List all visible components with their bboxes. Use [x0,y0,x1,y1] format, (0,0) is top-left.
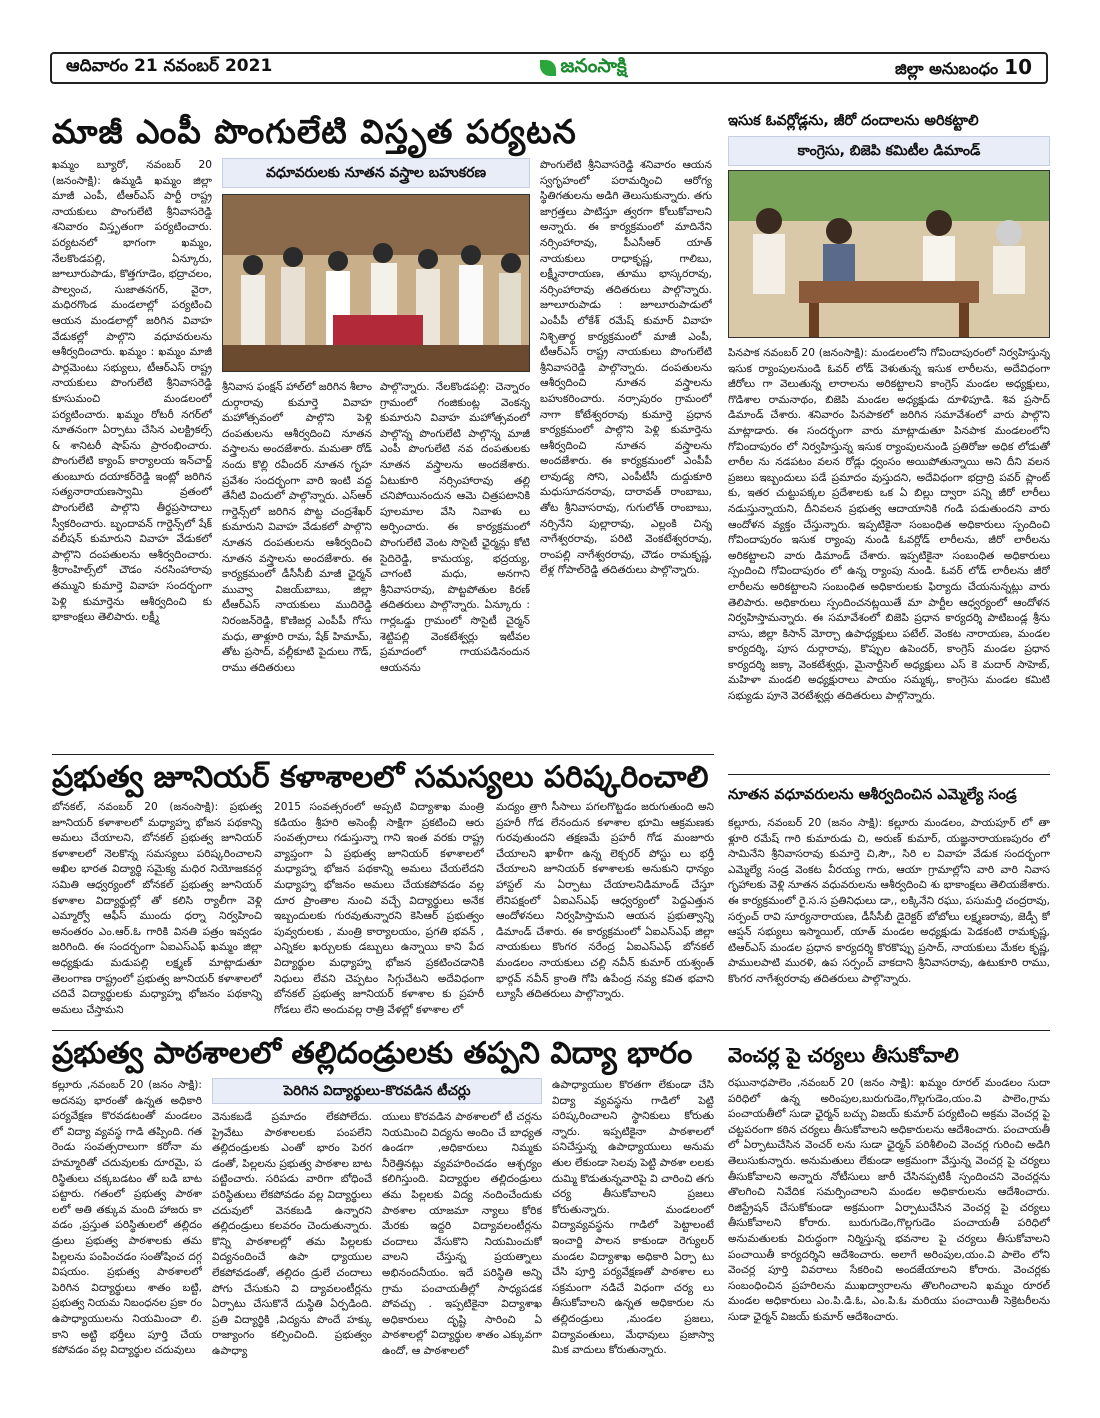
masthead [50,52,1048,84]
story2-subhead: కాంగ్రెసు, బిజెపి కమిటీల డిమాండ్ [728,136,1050,166]
story1-headline: మాజీ ఎంపీ పొంగులేటి విస్తృత పర్యటన [52,112,577,151]
story1-subhead: వధూవరులకు నూతన వస్త్రాల బహుకరణ [222,158,530,188]
story1-photo [222,194,530,372]
story5-col1: కల్లూరు ,నవంబర్ 20 (జనం సాక్షి): అదనపు భారంతో ఉన్నత అధికారి పర్యవేక్షణ కొరవడటంతో మండలం లో విద్యా వ్యవస్థ గాడి తప్పింది. గత రెండు సంవత్సరాలుగా కరోనా మ హమ్మారితో చదువులకు దూరమై, ప రిస్థితులు చక్కబడటం తో బడి బాట పట్టారు. గతంలో ప్రభుత్వ పాఠశా లలో అతి తక్కువ మంది హాజరు కా వడం ,ప్రస్తుత పరిస్థితులలో తల్లిదం డ్రులు ప్రభుత్వ పాఠశాలకు తమ పిల్లలను పంపించడం సంతోషించ దగ్గ విషయం. ప్రభుత్వ పాఠశాలలో పెరిగిన విద్యార్థులు శాతం బట్టి, ప్రభుత్వ నియమ నిబంధనల ప్రకా రం ఉపాధ్యాయులను నియమించా లి. కాని అట్టి భర్తీలు పూర్తి చేయ కపోవడం వల్ల విద్యార్థుల చదువులు [52,1079,202,1357]
story5-col2: వెనుకబడే ప్రమాదం లేకపోలేదు. ప్రైవేటు పాఠశాలలకు పంపలేని తల్లిదండ్రులకు ఎంతో భారం పెరగ డంతో, పిల్లలను ప్రభుత్వ పాఠశాల బాట పట్టించారు. సరిపడు వారిగా బోధించే పరిస్థితులు లేకపోవడం వల్ల విద్యార్థులు చదువులో వెనకబడి ఉన్నారని తల్లిదండ్రులు కలవరం చెందుతున్నారు. కొన్ని పాఠశాలల్లో తమ పిల్లలకు విద్యనందించే ఉపా ధ్యాయుల లేకపోవడంతో, తల్లిదం డ్రులే చందాలు పోగు చేసుకుని వి ద్యావలంటీర్లను ఏర్పాటు చేసుకొనే దుస్థితి ఏర్పడింది. ప్రతి విద్యార్థికి ,విద్యను పొందే హక్కు రాజ్యాంగం కల్పించింది. ప్రభుత్వం ఉపాధ్యా [212,1111,372,1357]
story1-col2: శ్రీనివాస ఫంక్షన్ హాల్‌లో జరిగిన శీలాం దుర్గారావు కుమార్తె వివాహ మహోత్సవంలో పాల్గొని పెళ్లి దంపతులను ఆశీర్వదించి నూతన వస్త్రాలను అందజేశారు. మమతా రోడ్ నందు కొల్లి రవీందర్ నూతన గృహ ప్రవేశం సందర్భంగా వారి ఇంటి వద్ద తేనీటి విందులో పాల్గొన్నారు. ఎస్ఆర్ గార్డెన్స్‌లో జరిగిన పొట్ట చంద్రశేఖర్ కుమారుని వివాహ వేడుకలో పాల్గొని నూతన దంపతులను ఆశీర్వదించి నూతన వస్త్రాలను అందజేశారు. ఈ కార్యక్రమంలో డీసీసీబీ మాజీ ఛైర్మన్ మువ్వా విజయ్‌బాబు, జిల్లా టీఆర్ఎస్ నాయకులు ముదిరెడ్డి నిరంజన్‌రెడ్డి, కొణిజర్ల ఎంపీపీ గోసు మధు, తాళ్లూరి రామ, షేక్ హిమామ్, తోట ప్రసాద్, వల్లీకూటి పైదులు గౌడ్, రాము తదితరులు [222,381,372,674]
story4-headline: ప్రభుత్వ జూనియర్ కళాశాలలో సమస్యలు పరిష్కరించాలి [52,760,709,795]
story1-col4: పొంగులేటి శ్రీనివాసరెడ్డి శనివారం ఆయన స్వగృహంలో పరామర్శించి ఆరోగ్య స్థితిగతులను అడిగి తెలుసుకున్నారు. తగు జాగ్రత్తలు పాటిస్తూ త్వరగా కోలుకోవాలని అన్నారు. ఈ కార్యక్రమంలో మాదినేని నర్సింహారావు, పీఎసీఆర్ యాత్ నాయకులు రాధాకృష్ణ, గాలిబు, లక్ష్మీనారాయణ, తూము భాస్కరరావు, నర్సింహారావు తదితరులు పాల్గొన్నారు. జూలూరుపాడు : జూలూరుపాడులో ఎంపీపీ లోకేశ్ రమేష్ కుమార్ వివాహ నిశ్చితార్థ కార్యక్రమంలో మాజీ ఎంపీ, టీఆర్ఎస్ రాష్ట్ర నాయకులు పొంగులేటి శ్రీనివాసరెడ్డి పాల్గొన్నారు. దంపతులను ఆశీర్వదించి నూతన వస్త్రాలను బహుకరించారు. నర్సాపురం గ్రామంలో నాగా కోటేశ్వరరావు కుమార్తె ప్రధాన కార్యక్రమంలో పాల్గొని పెళ్లి కుమార్తెను ఆశీర్వదించి నూతన వస్త్రాలను అందజేశారు. ఈ కార్యక్రమంలో ఎంపీపీ లావుడ్య సోని, ఎంపీటీసీ దుద్దుకూరి మధుసూదనరావు, దారావత్ రాంబాబు, తోట శ్రీనివాసరావు, గుగులోత్ రాంబాబు, నర్సినేని పుల్లారావు, ఎల్లంకి చిన్న నాగేశ్వరరావు, పరిటి వెంకటేశ్వరరావు, రాంపల్లి నాగేశ్వరరావు, చౌడం రామకృష్ణ, లేళ్ల గోపాల్‌రెడ్డి తదితరులు పాల్గొన్నారు. [540,159,712,577]
story2-photo [728,170,1050,338]
page-info [895,55,1032,82]
story6-body: రఘునాధపాలెం ,నవంబర్ 20 (జనం సాక్షి): ఖమ్మం రూరల్ మండలం సుదా పరిధిలో ఉన్న అరింపుల,బురుగుడెం,గొల్లగుడెం,యం.వి పాలెం,గ్రామ పంచాయతీలో సుడా ఛైర్మన్ బచ్చు విజయ్ కుమార్ పర్యటించి అక్రమ వెంచర్ల పై చట్టపరంగా కఠిన చర్యలు తీసుకోవాలని అధికారులను ఆదేశించారు. పంచాయతీ లో ఏర్పాటుచేసిన వెంచర్ లను సుడా ఛైర్మన్ పరిశీలించి వెంచర్ల గురించి అడిగి తెలుసుకున్నారు. అనుమతులు లేకుండా అక్రమంగా వేస్తున్న వెంచర్ల పై చర్యలు తీసుకోవాలని అన్నారు నోటీసులు జారీ చేసినప్పటికీ స్పందించని వెంచర్లను తొలగించి నివేదిక సమర్పించాలని మండల అధికారులను ఆదేశించారు. రిజిస్ట్రేషన్ చేసుకోకుండా అక్రమంగా ఏర్పాటుచేసిన వెంచర్ల పై చర్యలు తీసుకోవాలని కోరారు. బురుగుడెం,గొల్లగుడెం పంచాయతీ పరిధిలో అనుమతులకు విరుద్ధంగా నిర్మిస్తున్న భవనాల పై చర్యలు తీసుకోవాలని పంచాయితీ కార్యదర్శిని ఆదేశించారు. అలాగే అరింపుల,యం.వి పాలెం లోని వెంచర్ల పూర్తి వివరాలు సేకరించి అందజేయాలని కోరారు. వెంచర్లకు సంబంధించిన ప్రహరిలను ముఖద్వారాలను తొలగించాలని ఖమ్మం రూరల్ మండల అధికారులు ఎం.పి.డి.ఓ, ఎం.పి.ఓ మరియు పంచాయితీ సెక్రెటరీలను సుడా ఛైర్మన్ విజయ్ కుమార్ ఆదేశించారు. [728,1077,1050,1323]
story3-body: కల్లూరు, నవంబర్ 20 (జనం సాక్షి): కల్లూరు మండలం, పాయపూర్ లో తా ళ్లూరి రమేష్ గారి కుమారుడు చి, అరుణ్ కుమార్, యజ్ఞనారాయణపురం లో సామినేని శ్రీనివాసరావు కుమార్తె చి,సౌ,, సిరి ల వివాహ వేడుక సందర్భంగా ఎమ్మెల్యే సండ్ర వెంకట వీరయ్య గారు, ఆయా గ్రామాల్లోని వారి వారి నివాస గృహాలకు వెళ్లి నూతన వధువరులను ఆశీర్వదించి శు భాకాంక్షలు తెలియజేశారు. ఈ కార్యక్రమంలో రై.స.స ప్రతినిధులు డా,, లక్కినేని రఘు, పసుమర్తి చంద్రరావు, సర్పంచ్ రావి సూర్యనారాయణ, డీసీసీబీ డైరెక్టర్ బోబోలు లక్ష్మణరావు, జెడ్పీ కో ఆప్షన్ సభ్యులు ఇస్మాయిల్, యాత్ మండల అధ్యక్షుడు పెడకంటి రామకృష్ణ, టిఆర్ఎస్ మండల ప్రధాన కార్యదర్శి కొరకొప్పు ప్రసాద్, నాయకులు మేకల కృష్ణ, పాములపాటి మురళి, ఉప సర్పంచ్ వాకదాని శ్రీనివాసరావు, ఉటుకూరి రాము, కొంగర నాగేశ్వరరావు తదితరులు పాల్గొన్నారు. [728,817,1050,985]
section-name: జిల్లా అనుబంధం [895,58,999,78]
wedding-photo-illustration [223,195,530,372]
divider-right-1 [728,774,1050,775]
newspaper-logo [540,55,626,82]
page-number: 10 [1004,54,1032,79]
story1-col1: ఖమ్మం బ్యూరో, నవంబర్ 20 (జనంసాక్షి): ఉమ్మడి ఖమ్మం జిల్లా మాజీ ఎంపీ, టీఆర్ఎస్ పార్టీ రాష్ట్ర నాయకులు పొంగులేటి శ్రీనివాసరెడ్డి శనివారం విస్తృతంగా పర్యటించారు. పర్యటనలో భాగంగా ఖమ్మం, నేలకొండపల్లి, ఏన్కూరు, జూలూరుపాడు, కొత్తగూడెం, భద్రాచలం, పాల్వంచ, సుజాతనగర్, వైరా, మధిరగొండ మండలాల్లో పర్యటించి ఆయన మండలాల్లో జరిగిన వివాహ వేడుకల్లో పాల్గొని వధూవరులను ఆశీర్వదించారు. ఖమ్మం : ఖమ్మం మాజీ పార్లమెంటు సభ్యులు, టీఆర్ఎస్ రాష్ట్ర నాయకులు పొంగులేటి శ్రీనివాసరెడ్డి కూసుమంచి మండలంలో పర్యటించారు. ఖమ్మం రోటరీ నగర్‌లో నూతనంగా ఏర్పాటు చేసిన ఎలక్ట్రికల్స్ & శానిటరీ షాప్‌ను ప్రారంభించారు. పొంగులేటి క్యాంప్ కార్యాలయ ఇన్‌చార్జ్ తుంబూరు దయాకర్‌రెడ్డి ఇంట్లో జరిగిన సత్యనారాయణస్వామి వ్రతంలో పొంగులేటి పాల్గొని తీర్థప్రసాదాలు స్వీకరించారు. బృందావన్ గార్డెన్స్‌లో షేక్ వలీషన్ కుమారుని వివాహ వేడుకలో పాల్గొని దంపతులను ఆశీర్వదించారు. శ్రీరాంహిల్స్‌లో చౌడం నరసింహారావు తమ్ముని కుమార్తె వివాహ సందర్భంగా పెళ్లి కుమార్తెను ఆశీర్వదించి కు భాకాంక్షలు తెలిపారు. లక్ష్మీ [52,159,212,624]
story1-col3: పాల్గొన్నారు. నేలకొండపల్లి: చెన్నారం గ్రామంలో గంజికుంట్ల వెంకన్న కుమారుని వివాహ మహోత్సవంలో పాల్గొన్న పొంగులేటి పాల్గొన్న మాజీ ఎంపీ పొంగులేటి నవ దంపతులకు నూతన వస్త్రాలను అందజేశారు. ఏటుకూరి నర్సింహారావు తల్లి చనిపోయినందున ఆమె చిత్రపటానికి పూలమాల వేసి నివాళు లు అర్పించారు. ఈ కార్యక్రమంలో పొంగులేటి వెంట సొసైటీ ఛైర్మన్లు కోటి సైదిరెడ్డి, కామయ్య, భద్రయ్య, చాగంటి మధు, అనగాని శ్రీనివాసరావు, పొట్టపోతుల కిరణ్ తదితరులు పాల్గొన్నారు. ఏన్కూరు : గార్లఒడ్డు గ్రామంలో సొసైటీ చైర్మన్ శెట్టిపల్లి వెంకటేశ్వర్లు ఇటీవల ప్రమాదంలో గాయపడినందున ఆయనను [380,381,530,674]
press-meet-photo-illustration [729,171,1050,338]
story5-subhead: పెరిగిన విద్యార్థులు-కొరవడిన టీచర్లు [212,1078,542,1104]
divider-main-1 [52,754,714,755]
logo-text: జనంసాక్షి [560,54,627,77]
divider-main-2 [52,1030,1050,1031]
story4-col1: బోనకల్, నవంబర్ 20 (జనంసాక్షి): ప్రభుత్వ జూనియర్ కళాశాలలో మధ్యాహ్న భోజన పథకాన్ని అమలు చేయాలని, బోనకల్ ప్రభుత్వ జూనియర్ కళాశాలలో నెలకొన్న సమస్యలు పరిష్కరించాలని అఖిల భారత విద్యార్థి సమైక్య మధిర నియోజకవర్గ సమితి ఆధ్వర్యంలో బోనకల్ ప్రభుత్వ జూనియర్ కళాశాల విద్యార్థుల్లో తో కలిసి ర్యాలీగా వెళ్లి ఎమ్మార్వో ఆఫీస్ ముందు ధర్నా నిర్వహించి అనంతరం ఎం.ఆర్.ఓ గారికి వినతి పత్రం ఇవ్వడం జరిగింది. ఈ సందర్భంగా ఏఐఎస్ఎఫ్ ఖమ్మం జిల్లా అధ్యక్షుడు మడుపల్లి లక్ష్మణ్ మాట్లాడుతూ తెలంగాణ రాష్ట్రంలో ప్రభుత్వ జూనియర్ కళాశాలలో చదివే విద్యార్థులకు మధ్యాహ్న భోజనం పథకాన్ని అమలు చేస్తామని [52,801,262,1016]
story5-col4: ఉపాధ్యాయుల కొరతగా లేకుండా చేసి విద్యా వ్యవస్థను గాడిలో పెట్టి పరిష్కరించాలని స్థానికులు కోరుతు న్నారు. ఇప్పటికైనా పాఠశాలలో పనిచేస్తున్న ఉపాధ్యాయులు అనుమ తుల లేకుండా సెలవు పెట్టి పాఠశా లలకు దుమ్మి కొడుతున్నవారిపై వి చారించి తగు చర్య తీసుకోవాలని ప్రజలు కోరుతున్నారు. మండలంలో విద్యావ్యవస్థను గాడిలో పెట్టాలంటే ఇంచార్జి పాలన కాకుండా రెగ్యులర్ మండల విద్యాశాఖ అధికారి ఏర్పా టు చేసి పూర్తి పర్యవేక్షణతో పాఠశాల లు సక్రమంగా నడిచే విధంగా చర్య లు తీసుకోవాలని ఉన్నత అధికారుల ను తల్లిదండ్రులు ,మండల ప్రజలు, విద్యావంతులు, మేధావులు ప్రజాస్వా మిక వాదులు కోరుతున్నారు. [552,1079,714,1357]
story3-headline: నూతన వధూవరులను ఆశీర్వదించిన ఎమ్మెల్యే సండ్ర [728,787,1017,803]
story2-body: పినపాక నవంబర్ 20 (జనంసాక్షి): మండలంలోని గోవిందాపురంలో నిర్వహిస్తున్న ఇసుక ర్యాంపులనుండి ఓవర్ లోడ్ వెళుతున్న ఇసుక లారీలను, అదేవిధంగా జీరోలు గా వెలుతున్న లారాలను అరికట్టాలని కాంగ్రెస్ మండల అధ్యక్షులు, గొడిశాల రామనాథం, బిజెపి మండల అధ్యక్షుడు దూళిపూడి. శివ ప్రసాద్ డిమాండ్ చేశారు. శనివారం పినపాకలో జరిగిన సమావేశంలో వారు పాల్గొని మాట్లాడారు. ఈ సందర్భంగా వారు మాట్లాడుతూ పినపాక మండలంలోని గోవిందాపురం లో నిర్వహిస్తున్న ఇసుక ర్యాంపులనుండి ప్రతిరోజు అధిక లోడుతో లారీల ను నడపటం వలన రోడ్లు ధ్వంసం అయిపోతున్నాయి అని దీని వలన ప్రజలు ఇబ్బందులు పడే ప్రమాదం వుస్తుదని, అదేవిధంగా భద్రాద్రి పవర్ ప్లాంట్ కు, ఇతర చుట్టుపక్కల ప్రదేశాలకు ఒక ఏ బిల్లు ద్వారా పన్ని జీరో లారీలు నడుస్తున్నాయని, దీనివలన ప్రభుత్వ ఆదాయానికి గండి పడుతుందని వారు ఆందోళన వ్యక్తం చేస్తున్నారు. ఇప్పటికైనా సంబంధిత అధికారులు స్పందించి గోవిందాపురం ఇసుక ర్యాంపు నుండి ఓవర్లోడ్ లారీలను, జీరో లారీలను అరికట్టాలని వారు డిమాండ్ చేశారు. ఇప్పటికైనా సంబంధిత అధికారులు స్పందించి గోవిందాపురం లో ఉన్న ర్యాంపు నుండి. ఓవర్ లోడ్ లారీలను జీరో లారీలను అరికట్టాలని సంబంధిత అధికారులకు ఫిర్యాదు చేయనున్నట్లు వారు తెలిపారు. అధికారులు స్పందించనట్లయితే మా పార్టీల ఆధ్వర్యంలో ఆందోళన నిర్వహిస్తామన్నారు. ఈ సమావేశంలో బిజెపి ప్రధాన కార్యదర్శి పాటిబండ్ల శ్రీను వాసు, జిల్లా కిసాన్ మోర్చా ఉపాధ్యక్షులు పటేల్. వెంకట నారాయణ, మండల కార్యదర్శి, పూస దుర్గారావు, కొప్పుల ఉపెందర్, కాంగ్రెస్ మండల ప్రధాన కార్యదర్శి జక్కా వెంకటేశ్వర్లు, మైనార్టీసెల్ అధ్యక్షులు ఎస్ కె మదార్ సాహెబ్, మహిళా మండలి అధ్యక్షురాలు పాయం సమ్మక్క, కాంగ్రెసు మండల కమిటి సభ్యుడు పూనె వెరటేశ్వర్లు తదితరులు పాల్గొన్నారు. [728,347,1050,703]
issue-date: ఆదివారం 21 నవంబర్ 2021 [66,56,273,76]
leaf-icon [540,60,556,76]
story2-headline: ఇసుక ఓవర్లోడ్లను, జీరో దందాలను అరికట్టాలి [728,113,979,129]
story4-col3: మద్యం త్రాగి సీసాలు పగలగొట్టడం జరుగుతుంది అని ప్రహరీ గోడ లేనందున కళాశాల భూమి ఆక్రమణకు గురవుతుందని తక్షణమే ప్రహరీ గోడ మంజూరు చేయాలని ఖాళీగా ఉన్న లెక్చరర్ పోస్టు లు భర్తీ చేయాలని జూనియర్ కళాశాలకు అనుకుని ధాన్యం హాస్టల్ ను ఏర్పాటు చేయాలనిడిమాండ్ చేస్తూ లేనిపక్షంలో ఏఐఎస్ఎఫ్ ఆధ్వర్యంలో పెద్దఎత్తున ఆందోళనలు నిర్వహిస్తామని ఆయన ప్రభుత్వాన్ని డిమాండ్ చేశారు. ఈ కార్యక్రమంలో ఏఐఎస్ఎఫ్ జిల్లా నాయకులు కొంగర నరేంద్ర ఏఐఎస్ఎఫ్ బోనకల్ మండలం నాయకులు చల్లి నవీన్ కుమార్ యశ్వంత్ భార్గవ్ నవీన్ క్రాంతి గోపి ఉపేంద్ర నవ్య కవిత భవాని ల్యూసీ తదితరులు పాల్గొన్నారు. [496,801,714,1001]
story5-headline: ప్రభుత్వ పాఠశాలలో తల్లిదండ్రులకు తప్పని విద్యా భారం [52,1036,693,1071]
story5-col3: యులు కొరవడిన పాఠశాలలో టీ చర్లను నియమించి విద్యను అందిం చే బాధ్యత ఉండగా ,అధికారులు నిమ్మకు నీరెత్తినట్లు వ్యవహరించడం ఆశ్చర్యం కలిగిస్తుంది. విద్యార్థుల తల్లిదండ్రులు తమ పిల్లలకు విద్య నందించేందుకు పాఠశాల యాజమా న్యాలు కోరిక మేరకు ఇద్దరి విద్యావలంటీర్లను చందాలు వేసుకొని నియమించుకో వాలని చేస్తున్న ప్రయత్నాలు అభినందనీయం. ఇదే పరిస్థితి అన్ని గ్రామ పంచాయతీల్లో సాధ్యపడక పోవచ్చు . ఇప్పటికైనా విద్యాశాఖ అధికారులు దృష్టి సారించి ఏ పాఠశాలల్లో విద్యార్థుల శాతం ఎక్కువగా ఉందో, ఆ పాఠశాలలో [382,1111,542,1357]
story6-headline: వెంచర్ల పై చర్యలు తీసుకోవాలి [728,1043,959,1067]
story4-col2: 2015 సంవత్సరంలో అప్పటి విద్యాశాఖ మంత్రి కడియం శ్రీహరి అసెంబ్లీ సాక్షిగా ప్రకటించి ఆరు సంవత్సరాలు గడుస్తున్నా గాని ఇంత వరకు రాష్ట్ర వ్యాప్తంగా ఏ ప్రభుత్వ జూనియర్ కళాశాలలో మధ్యాహ్న భోజన పథకాన్ని అమలు చేయలేదని మధ్యాహ్న భోజనం అమలు చేయకపోవడం వల్ల దూర ప్రాంతాల నుంచి వచ్చే విద్యార్థులు అనేక ఇబ్బందులకు గురవుతున్నారని కెసిఆర్ ప్రభుత్వం పువ్వరులకు , మంత్రి కార్యాలయం, ప్రగతి భవన్ , ఎన్నికల ఖర్చులకు డబ్బులు ఉన్నాయి కాని పేద విద్యార్థుల మధ్యాహ్న భోజన ప్రకటించడానికి నిధులు లేవని చెప్పటం సిగ్గుచేటని అదేవిధంగా బోనకల్ ప్రభుత్వ జూనియర్ కళాశాల కు ప్రహరీ గోడలు లేని అందువల్ల రాత్రి వేళల్లో కళాశాల లో [274,801,484,1016]
